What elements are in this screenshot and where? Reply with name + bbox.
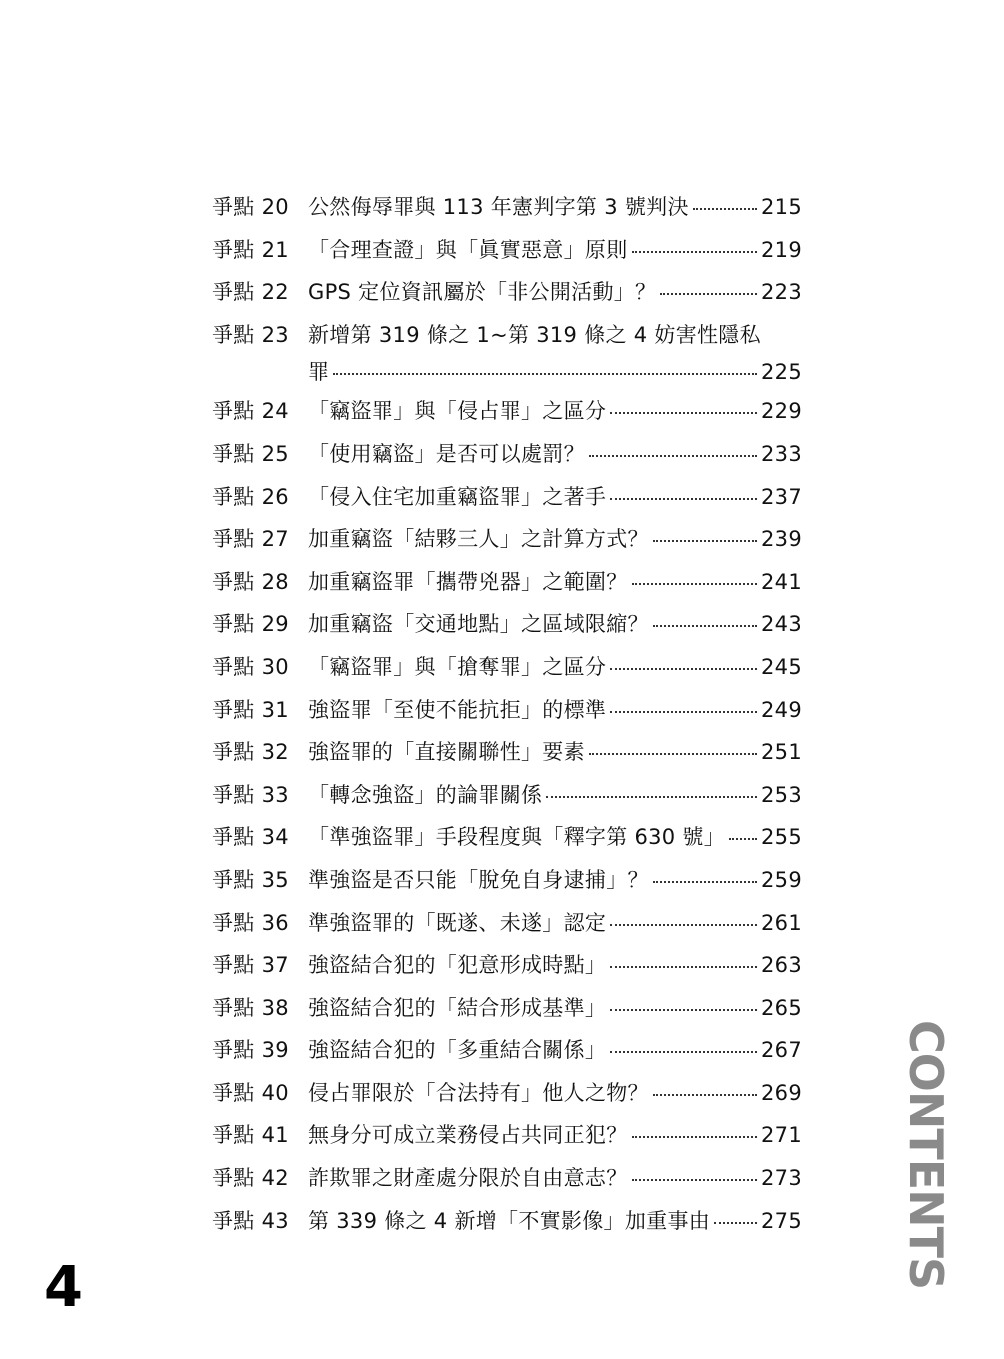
- toc-entry-line: [308, 186, 802, 229]
- toc-entry-body: [308, 603, 802, 646]
- toc-entry-page: 243: [761, 612, 802, 637]
- toc-entry-body: [308, 1200, 802, 1243]
- toc-entry-line: [308, 229, 802, 272]
- toc-entry-label: 爭點 43: [212, 1208, 289, 1233]
- toc-entry-title: 「竊盜罪」與「搶奪罪」之區分: [308, 654, 607, 679]
- toc-entry: [212, 987, 802, 1030]
- toc-entry: [212, 689, 802, 732]
- toc-entry-page: 251: [761, 740, 802, 765]
- toc-entry-page: 219: [761, 237, 802, 262]
- toc-entry-page: 245: [761, 654, 802, 679]
- toc-entry: [212, 731, 802, 774]
- toc-entry-leader-dots: [653, 519, 757, 542]
- toc-entry-body: [308, 774, 802, 817]
- toc-entry-title: 「合理查證」與「眞實惡意」原則: [308, 237, 628, 262]
- toc-entry: [212, 774, 802, 817]
- toc-entry-label: 爭點 37: [212, 953, 289, 978]
- toc-entry-label: 爭點 24: [212, 399, 289, 424]
- toc-entry-label: 爭點 40: [212, 1080, 289, 1105]
- toc-entry-title: 強盜罪的「直接關聯性」要素: [308, 740, 585, 765]
- toc-entry-page: 255: [761, 825, 802, 850]
- toc-entry-line: [308, 476, 802, 519]
- toc-entry: [212, 603, 802, 646]
- toc-entry-label: 爭點 34: [212, 825, 289, 850]
- toc-entry: [212, 271, 802, 314]
- toc-entry: [212, 646, 802, 689]
- toc-entry-line: [308, 603, 802, 646]
- toc-entry-line: [308, 518, 802, 561]
- toc-entry: [212, 859, 802, 902]
- toc-entry-body: [308, 902, 802, 945]
- toc-entry-line: [308, 902, 802, 945]
- contents-side-tab: [899, 1020, 953, 1290]
- toc-entry-label: 爭點 23: [212, 322, 289, 347]
- toc-entry-leader-dots: [632, 1115, 758, 1138]
- toc-entry-line: [308, 731, 802, 774]
- toc-entry-line: [308, 646, 802, 689]
- toc-entry-page: 273: [761, 1166, 802, 1191]
- toc-entry: [212, 561, 802, 604]
- toc-entry: [212, 944, 802, 987]
- toc-entry-line: [308, 390, 802, 433]
- toc-entry-line: [308, 1114, 802, 1157]
- toc-entry-leader-dots: [660, 272, 757, 295]
- toc-entry-title: 準強盜罪的「既遂、未遂」認定: [308, 910, 607, 935]
- toc-entry-title: 「侵入住宅加重竊盜罪」之著手: [308, 484, 607, 509]
- toc-entry-leader-dots: [589, 732, 757, 755]
- toc-entry-title: 詐欺罪之財產處分限於自由意志？: [308, 1166, 628, 1191]
- toc-entry-leader-dots: [632, 1158, 758, 1181]
- toc-entry-page: 241: [761, 569, 802, 594]
- toc-entry: [212, 433, 802, 476]
- toc-entry-page: 215: [761, 195, 802, 219]
- toc-entry-title: 「竊盜罪」與「侵占罪」之區分: [308, 399, 607, 424]
- toc-entry-page: 239: [761, 527, 802, 552]
- toc-entry-leader-dots: [610, 477, 757, 500]
- toc-entry-page: 233: [761, 441, 802, 466]
- toc-entry-label: 爭點 41: [212, 1123, 289, 1148]
- toc-entry-leader-dots: [729, 817, 757, 840]
- toc-entry-line: [308, 944, 802, 987]
- toc-entry-label: 爭點 42: [212, 1166, 289, 1191]
- toc-entry-body: [308, 1072, 802, 1115]
- toc-entry-label: 爭點 27: [212, 527, 289, 552]
- toc-entry-label: 爭點 33: [212, 782, 289, 807]
- toc-entry-body: [308, 1157, 802, 1200]
- table-of-contents: [212, 186, 802, 1242]
- toc-entry-title: 「轉念強盜」的論罪關係: [308, 782, 543, 807]
- toc-entry: [212, 1029, 802, 1072]
- toc-entry-body: [308, 944, 802, 987]
- toc-entry: [212, 1072, 802, 1115]
- toc-entry-line: [308, 561, 802, 604]
- toc-entry-label: 爭點 20: [212, 195, 289, 219]
- toc-entry-leader-dots: [610, 391, 757, 414]
- toc-entry-leader-dots: [653, 604, 757, 627]
- toc-entry-body: [308, 731, 802, 774]
- toc-entry-leader-dots: [632, 562, 758, 585]
- toc-entry-label: 爭點 30: [212, 654, 289, 679]
- toc-entry-line: [308, 816, 802, 859]
- toc-entry-leader-dots: [333, 352, 757, 375]
- page-number: 4: [44, 1255, 83, 1320]
- toc-entry-leader-dots: [653, 860, 757, 883]
- toc-entry-body: [308, 271, 802, 314]
- toc-entry-title: 強盜罪「至使不能抗拒」的標準: [308, 697, 607, 722]
- toc-entry-line: [308, 354, 802, 390]
- toc-entry-label: 爭點 35: [212, 867, 289, 892]
- toc-entry-line: [308, 1072, 802, 1115]
- toc-entry-body: [308, 433, 802, 476]
- toc-entry-leader-dots: [693, 187, 757, 210]
- toc-entry-label: 爭點 26: [212, 484, 289, 509]
- toc-entry-body: [308, 1114, 802, 1157]
- toc-entry: [212, 476, 802, 519]
- toc-entry-page: 249: [761, 697, 802, 722]
- toc-entry-body: [308, 646, 802, 689]
- toc-entry-page: 225: [761, 360, 802, 385]
- toc-entry: [212, 518, 802, 561]
- toc-entry-title: 強盜結合犯的「多重結合關係」: [308, 1038, 607, 1063]
- toc-entry-page: 275: [761, 1208, 802, 1233]
- toc-entry-title: 加重竊盜罪「攜帶兇器」之範圍？: [308, 569, 628, 594]
- toc-entry-leader-dots: [610, 945, 757, 968]
- toc-entry-line: [308, 987, 802, 1030]
- toc-entry-line: [308, 1029, 802, 1072]
- toc-entry: [212, 902, 802, 945]
- toc-entry-line: [308, 1200, 802, 1243]
- toc-entry: [212, 229, 802, 272]
- toc-entry-label: 爭點 21: [212, 237, 289, 262]
- toc-entry-leader-dots: [632, 230, 758, 253]
- toc-entry-line: [308, 433, 802, 476]
- toc-entry-line: [308, 314, 802, 357]
- toc-entry-leader-dots: [610, 988, 757, 1011]
- toc-entry-title-continuation: 罪: [308, 360, 330, 385]
- toc-entry-body: [308, 229, 802, 272]
- toc-entry: [212, 1157, 802, 1200]
- toc-entry-title: 強盜結合犯的「犯意形成時點」: [308, 953, 607, 978]
- toc-entry-leader-dots: [714, 1201, 757, 1224]
- toc-entry-leader-dots: [610, 1030, 757, 1053]
- toc-entry: [212, 1114, 802, 1157]
- toc-entry-label: 爭點 22: [212, 280, 289, 305]
- toc-entry-label: 爭點 39: [212, 1038, 289, 1063]
- toc-entry-page: 265: [761, 995, 802, 1020]
- toc-entry-body: [308, 987, 802, 1030]
- toc-entry-page: 261: [761, 910, 802, 935]
- toc-entry-page: 253: [761, 782, 802, 807]
- toc-entry-leader-dots: [610, 690, 757, 713]
- toc-entry-body: [308, 186, 802, 229]
- toc-entry-line: [308, 271, 802, 314]
- toc-entry-leader-dots: [653, 1073, 757, 1096]
- toc-entry-page: 269: [761, 1080, 802, 1105]
- toc-entry-label: 爭點 32: [212, 740, 289, 765]
- toc-entry-title: GPS 定位資訊屬於「非公開活動」？: [308, 280, 657, 305]
- toc-entry-title: 無身分可成立業務侵占共同正犯？: [308, 1123, 628, 1148]
- toc-entry: [212, 390, 802, 433]
- toc-entry-page: 237: [761, 484, 802, 509]
- contents-label: CONTENTS: [899, 1020, 953, 1290]
- toc-entry-label: 爭點 25: [212, 441, 289, 466]
- toc-entry-label: 爭點 29: [212, 612, 289, 637]
- toc-entry-title: 加重竊盜「交通地點」之區域限縮？: [308, 612, 649, 637]
- toc-entry-line: [308, 774, 802, 817]
- toc-entry-body: [308, 1029, 802, 1072]
- toc-entry: [212, 1200, 802, 1243]
- toc-entry-title: 加重竊盜「結夥三人」之計算方式？: [308, 527, 649, 552]
- toc-entry-title: 第 339 條之 4 新增「不實影像」加重事由: [308, 1208, 711, 1233]
- toc-entry-leader-dots: [546, 775, 757, 798]
- toc-entry: [212, 314, 802, 391]
- toc-entry-title: 準強盜是否只能「脫免自身逮捕」？: [308, 867, 649, 892]
- toc-entry-line: [308, 689, 802, 732]
- toc-entry-leader-dots: [589, 434, 757, 457]
- toc-entry-body: [308, 314, 802, 391]
- toc-entry-page: 223: [761, 280, 802, 305]
- toc-entry-leader-dots: [610, 903, 757, 926]
- toc-entry-body: [308, 518, 802, 561]
- toc-entry-label: 爭點 31: [212, 697, 289, 722]
- toc-entry-label: 爭點 38: [212, 995, 289, 1020]
- toc-entry-body: [308, 476, 802, 519]
- toc-entry: [212, 186, 802, 229]
- toc-entry-body: [308, 816, 802, 859]
- toc-entry-page: 267: [761, 1038, 802, 1063]
- toc-entry-title: 新增第 319 條之 1~第 319 條之 4 妨害性隱私: [308, 322, 761, 347]
- toc-entry: [212, 816, 802, 859]
- toc-entry-title: 侵占罪限於「合法持有」他人之物？: [308, 1080, 649, 1105]
- toc-entry-page: 263: [761, 953, 802, 978]
- toc-entry-page: 271: [761, 1123, 802, 1148]
- toc-entry-body: [308, 561, 802, 604]
- toc-entry-title: 強盜結合犯的「結合形成基準」: [308, 995, 607, 1020]
- toc-entry-page: 229: [761, 399, 802, 424]
- toc-entry-leader-dots: [610, 647, 757, 670]
- toc-entry-title: 公然侮辱罪與 113 年憲判字第 3 號判決: [308, 195, 689, 219]
- toc-entry-line: [308, 859, 802, 902]
- toc-entry-page: 259: [761, 867, 802, 892]
- toc-entry-body: [308, 689, 802, 732]
- toc-entry-body: [308, 859, 802, 902]
- toc-entry-label: 爭點 28: [212, 569, 289, 594]
- toc-entry-line: [308, 1157, 802, 1200]
- toc-entry-body: [308, 390, 802, 433]
- toc-entry-label: 爭點 36: [212, 910, 289, 935]
- toc-entry-title: 「準強盜罪」手段程度與「釋字第 630 號」: [308, 825, 726, 850]
- toc-entry-title: 「使用竊盜」是否可以處罰？: [308, 441, 585, 466]
